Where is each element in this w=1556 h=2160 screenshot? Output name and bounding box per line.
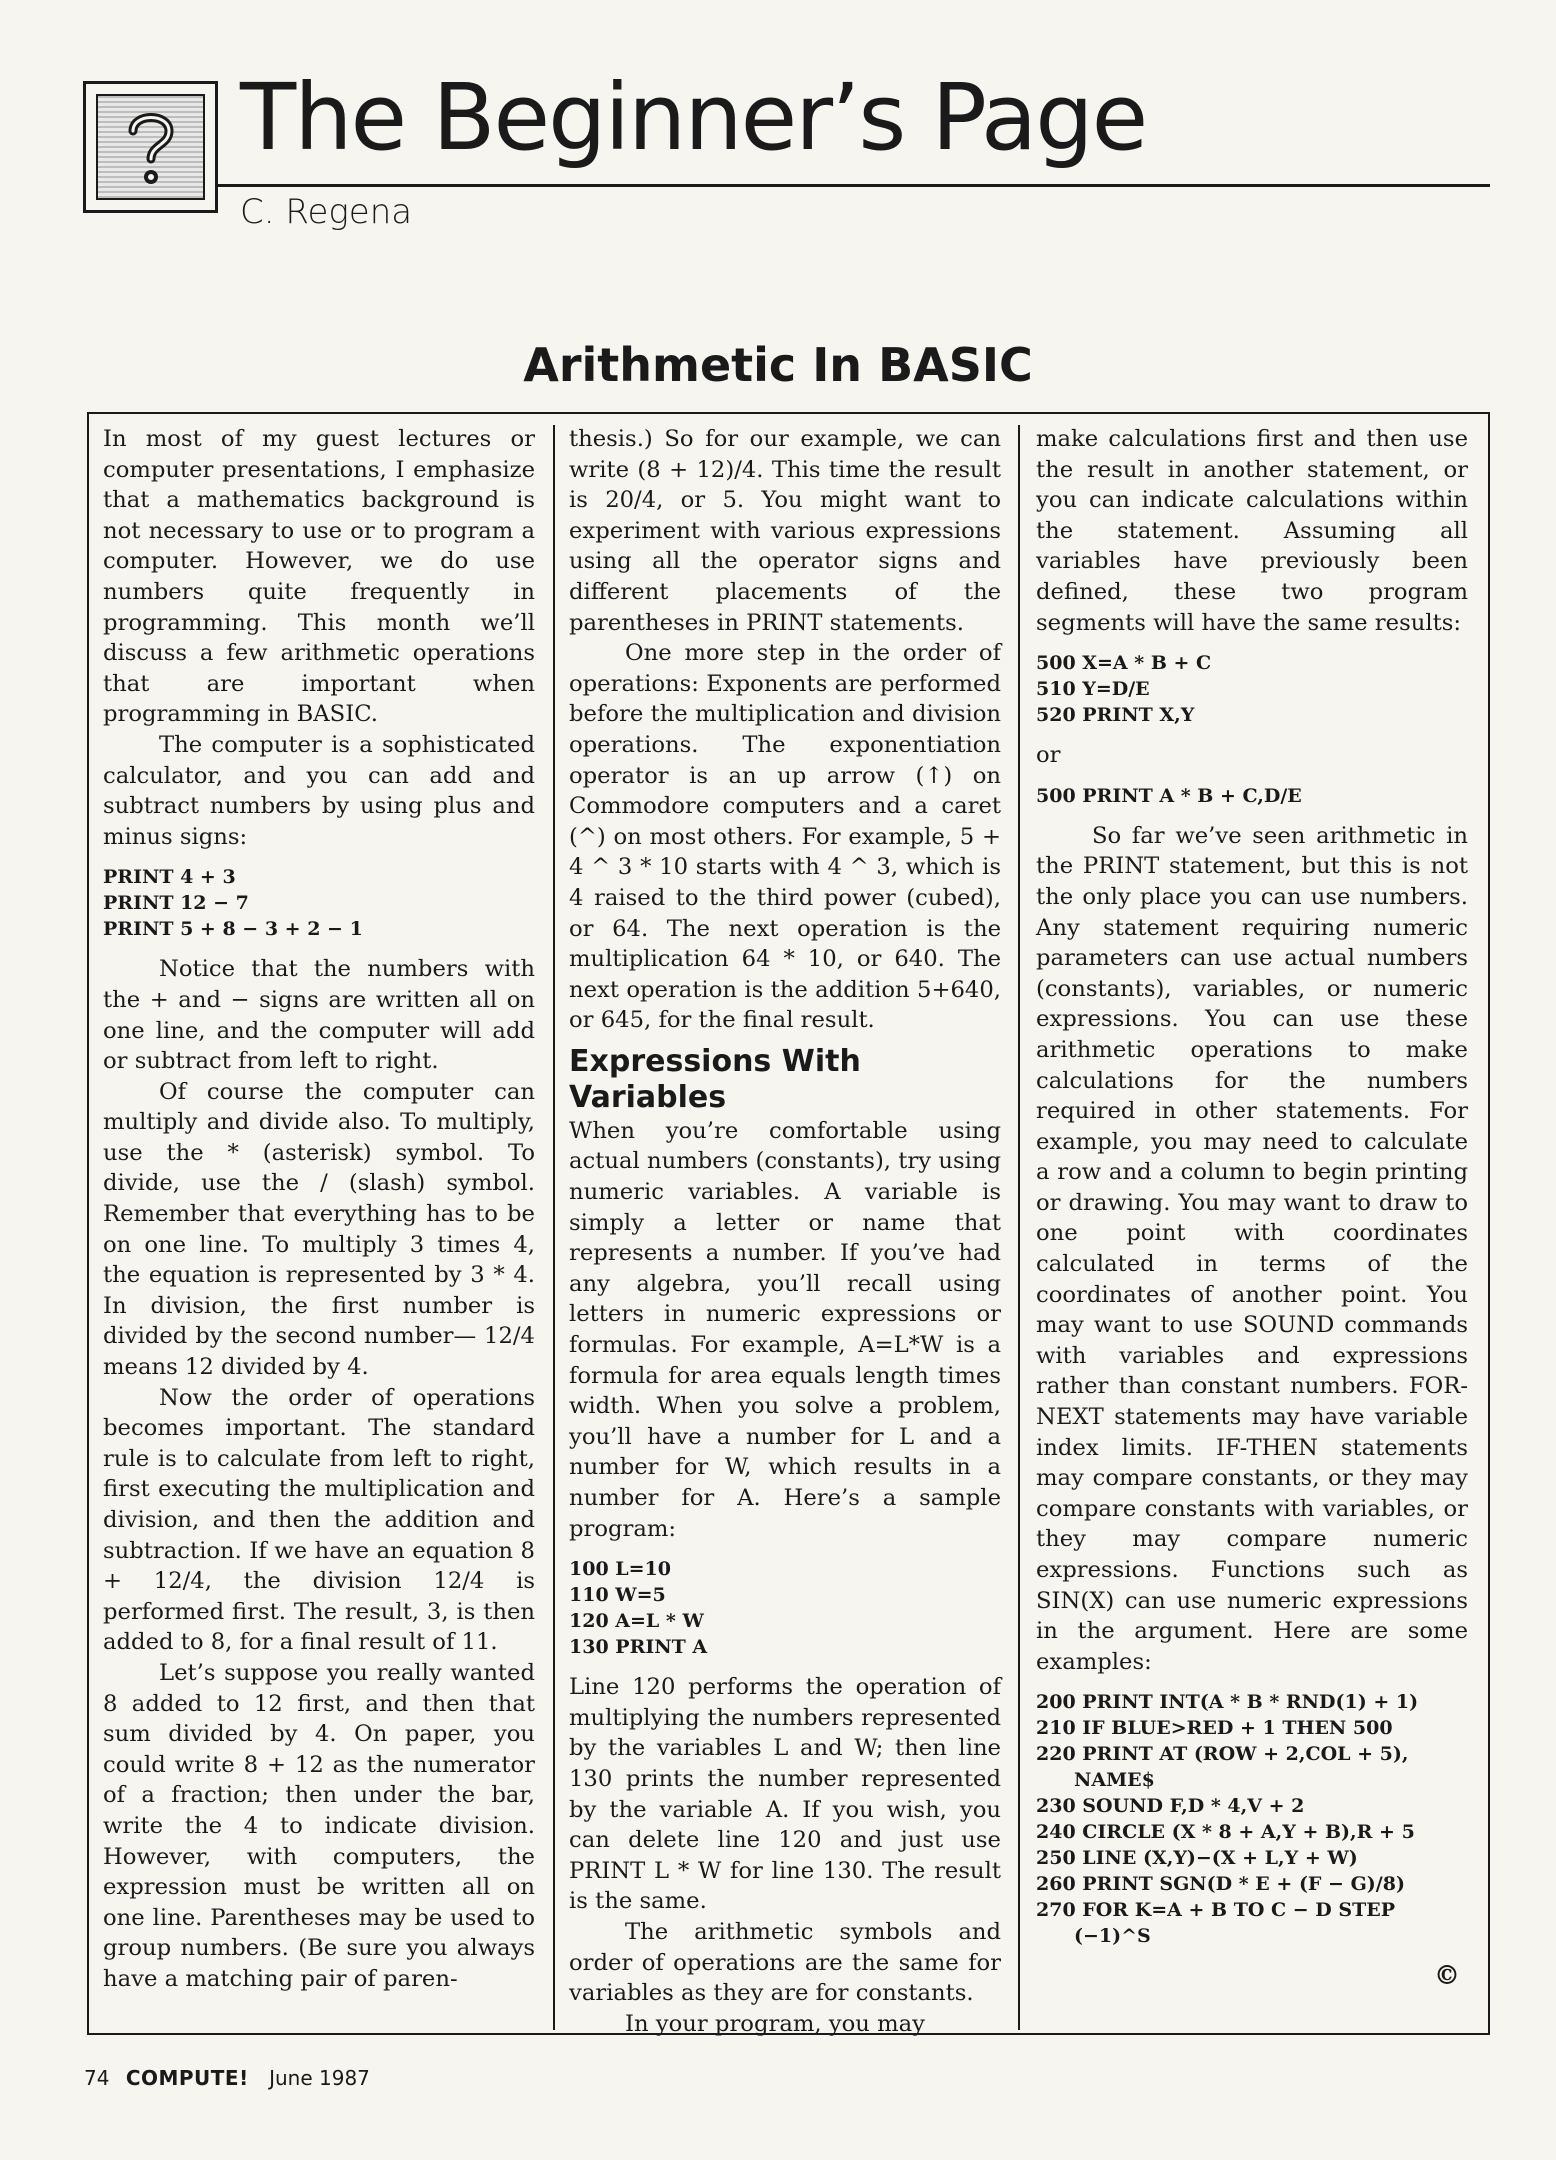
section-heading: Expressions With Variables xyxy=(569,1043,861,1115)
code-block xyxy=(569,1556,1001,1660)
code-line: PRINT 5 + 8 − 3 + 2 − 1 xyxy=(103,918,363,941)
code-line: 510 Y=D/E xyxy=(1036,678,1150,701)
code-line: 230 SOUND F,D * 4,V + 2 xyxy=(1036,1795,1305,1818)
code-line: 200 PRINT INT(A * B * RND(1) + 1) xyxy=(1036,1691,1419,1714)
paragraph: The arithmetic symbols and order of operations are the same for variables as they are for constants. xyxy=(569,1918,1001,2007)
code-line: 520 PRINT X,Y xyxy=(1036,704,1195,727)
code-block xyxy=(1036,650,1468,728)
paragraph: Of course the computer can multiply and divide also. To multiply, use the * (asterisk) symbol. To divide, use the / (slash) symbol. Remember that everything has to be on one line. To multiply 3 times 4, the equation is represented by 3 * 4. In division, the first number is divided by the second number— 12/4 means 12 divided by 4. xyxy=(103,1078,535,1381)
paragraph: make calculations first and then use the result in another statement, or you can indicate calculations within the statement. Assuming all variables have previously been defined, these two program segments will have the same results: xyxy=(1036,426,1468,636)
paragraph: Now the order of operations becomes important. The standard rule is to calculate from left to right, first executing the multiplication and division, and then the addition and subtraction. If we have an equation 8 + 12/4, the division 12/4 is performed first. The result, 3, is then added to 8, for a final result of 11. xyxy=(103,1384,535,1656)
column-3 xyxy=(1036,424,1468,1992)
paragraph: One more step in the order of operations: Exponents are performed before the multiplication and division operations. The exponentiation operator is an up arrow (↑) on Commodore computers and a caret (^) on most others. For example, 5 + 4 ^ 3 * 10 starts with 4 ^ 3, which is 4 raised to the third power (cubed), or 64. The next operation is the multiplication 64 * 10, or 640. The next operation is the addition 5+640, or 645, for the final result. xyxy=(569,640,1001,1034)
issue-date: June 1987 xyxy=(269,2066,370,2090)
header-logo-box xyxy=(83,81,218,213)
code-line: 210 IF BLUE>RED + 1 THEN 500 xyxy=(1036,1717,1393,1740)
question-mark-icon xyxy=(96,94,205,200)
article-title: Arithmetic In BASIC xyxy=(523,338,1033,392)
code-line: 120 A=L * W xyxy=(569,1610,704,1633)
page-footer xyxy=(84,2066,370,2090)
code-line: 270 FOR K=A + B TO C − D STEP xyxy=(1036,1899,1396,1922)
end-mark: © xyxy=(1434,1961,1460,1992)
code-line: NAME$ xyxy=(1074,1769,1155,1792)
paragraph: In most of my guest lectures or computer presentations, I emphasize that a mathematics background is not necessary to use or to program a computer. However, we do use numbers quite frequently in programming. This month we’ll discuss a few arithmetic operations that are important when programming in BASIC. xyxy=(103,426,535,728)
magazine-name: COMPUTE! xyxy=(125,2066,249,2090)
code-line: 110 W=5 xyxy=(569,1584,666,1607)
page-number: 74 xyxy=(84,2066,110,2090)
column-divider xyxy=(553,425,555,2030)
code-block xyxy=(1036,1689,1468,1949)
header-rule xyxy=(218,184,1490,187)
code-line: 500 PRINT A * B + C,D/E xyxy=(1036,784,1302,807)
code-line: 500 X=A * B + C xyxy=(1036,652,1212,675)
paragraph: In your program, you may xyxy=(625,2010,925,2037)
paragraph: thesis.) So for our example, we can write (8 + 12)/4. This time the result is 20/4, or 5. You might want to experiment with various expressions using all the operator signs and different placements of the parentheses in PRINT statements. xyxy=(569,426,1001,636)
code-line: 250 LINE (X,Y)−(X + L,Y + W) xyxy=(1036,1847,1358,1870)
author-name: C. Regena xyxy=(240,192,413,232)
or-text: or xyxy=(1036,742,1061,769)
paragraph: When you’re comfortable using actual numbers (constants), try using numeric variables. A variable is simply a letter or name that represents a number. If you’ve had any algebra, you’ll recall using letters in numeric expressions or formulas. For example, A=L*W is a formula for area equals length times width. When you solve a problem, you’ll have a number for L and a number for W, which results in a number for A. Here’s a sample program: xyxy=(569,1117,1001,1542)
code-line: 130 PRINT A xyxy=(569,1636,708,1659)
paragraph: Line 120 performs the operation of multiplying the numbers represented by the variables L and W; then line 130 prints the number represented by the variable A. If you wish, you can delete line 120 and just use PRINT L * W for line 130. The result is the same. xyxy=(569,1674,1001,1915)
paragraph: The computer is a sophisticated calculator, and you can add and subtract numbers by using plus and minus signs: xyxy=(103,731,535,850)
question-mark-svg xyxy=(115,101,187,193)
code-line: 220 PRINT AT (ROW + 2,COL + 5), xyxy=(1036,1743,1409,1766)
code-line: 100 L=10 xyxy=(569,1558,671,1581)
column-1 xyxy=(103,424,535,1995)
page-title: The Beginner’s Page xyxy=(240,64,1147,171)
paragraph: So far we’ve seen arithmetic in the PRINT statement, but this is not the only place you can use numbers. Any statement requiring numeric parameters can use actual numbers (constants), variables, or numeric expressions. You can use these arithmetic operations to make calculations for the numbers required in other statements. For example, you may need to calculate a row and a column to begin printing or drawing. You may want to draw to one point with coordinates calculated in terms of the coordinates of another point. You may want to use SOUND commands with variables and expressions rather than constant numbers. FOR-NEXT statements may have variable index limits. IF-THEN statements may compare constants, or they may compare constants with variables, or they may compare numeric expressions. Functions such as SIN(X) can use numeric expressions in the argument. Here are some examples: xyxy=(1036,822,1468,1675)
column-divider xyxy=(1018,425,1020,2030)
code-block xyxy=(103,864,535,942)
code-line: 240 CIRCLE (X * 8 + A,Y + B),R + 5 xyxy=(1036,1821,1415,1844)
code-line: 260 PRINT SGN(D * E + (F − G)/8) xyxy=(1036,1873,1405,1896)
code-line: (−1)^S xyxy=(1074,1925,1151,1948)
code-line: PRINT 4 + 3 xyxy=(103,866,236,889)
paragraph: Notice that the numbers with the + and − signs are written all on one line, and the computer will add or subtract from left to right. xyxy=(103,956,535,1075)
paragraph: Let’s suppose you really wanted 8 added to 12 first, and then that sum divided by 4. On paper, you could write 8 + 12 as the numerator of a fraction; then under the bar, write the 4 to indicate division. However, with computers, the expression must be written all on one line. Parentheses may be used to group numbers. (Be sure you always have a matching pair of paren- xyxy=(103,1659,535,1992)
code-line: PRINT 12 − 7 xyxy=(103,892,249,915)
code-block xyxy=(1036,783,1468,809)
column-2 xyxy=(569,424,1001,2039)
